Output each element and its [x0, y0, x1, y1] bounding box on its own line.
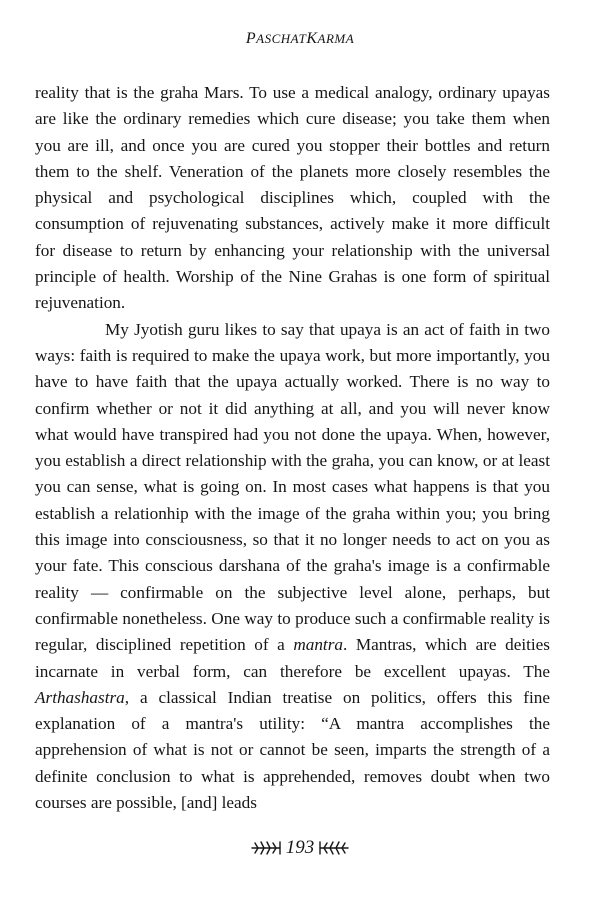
running-head-initial-k: K [306, 30, 318, 47]
book-title: Arthashastra [35, 687, 125, 707]
mantra-word: mantra [293, 635, 343, 655]
paragraph-2-text-b: . Mantras, which are deities incarnate in verbal form, can therefore be excellent upayas. The [35, 635, 550, 681]
floral-ornament-right-icon [318, 840, 350, 856]
running-head-part-1: ASCHAT [256, 31, 307, 46]
running-head [0, 30, 600, 48]
paragraph-2 [35, 317, 550, 817]
paragraph-1: reality that is the graha Mars. To use a medical analogy, ordinary upayas are like the ordinary remedies which cure disease; you take them when you are ill, and once you are cured you stopper their bottles and return them to the shelf. Veneration of the planets more closely resembles the physical and psychological disciplines which, coupled with the consumption of rejuvenating substances, actively make it more difficult for disease to return by enhancing your relationship with the universal principle of health. Worship of the Nine Grahas is one form of spiritual rejuvenation. [35, 83, 550, 313]
paragraph-2-text-c: , a classical Indian treatise on politics, offers this fine explanation of a mantra's utility: “A mantra accomplishes the apprehension of what is not or cannot be seen, imparts the strength of a definite conclusion to what is apprehended, removes doubt when two courses are possible, [and] leads [35, 687, 550, 813]
page-footer [0, 837, 600, 859]
running-head-initial-p: P [245, 30, 257, 47]
running-head-part-2: ARMA [317, 31, 355, 46]
page-number: 193 [285, 837, 315, 858]
floral-ornament-left-icon [250, 840, 282, 856]
text-body [35, 80, 550, 816]
paragraph-2-text-a: My Jyotish guru likes to say that upaya is an act of faith in two ways: faith is required to make the upaya work, but more importantly, you have to have faith that the upaya actually worked. There is no way to confirm whether or not it did anything at all, and you will never know what would have transpired had you not done the upaya. When, however, you establish a direct relationship with the graha, you can know, or at least you can sense, what is going on. In most cases what happens is that you establish a relationhip with the image of the graha within you; you bring this image into consciousness, so that it no longer needs to act on you as your fate. This conscious darshana of the graha's image is a confirmable reality — confirmable on the subjective level alone, perhaps, but confirmable nonetheless. One way to produce such a confirmable reality is regular, disciplined repetition of a [35, 319, 550, 655]
